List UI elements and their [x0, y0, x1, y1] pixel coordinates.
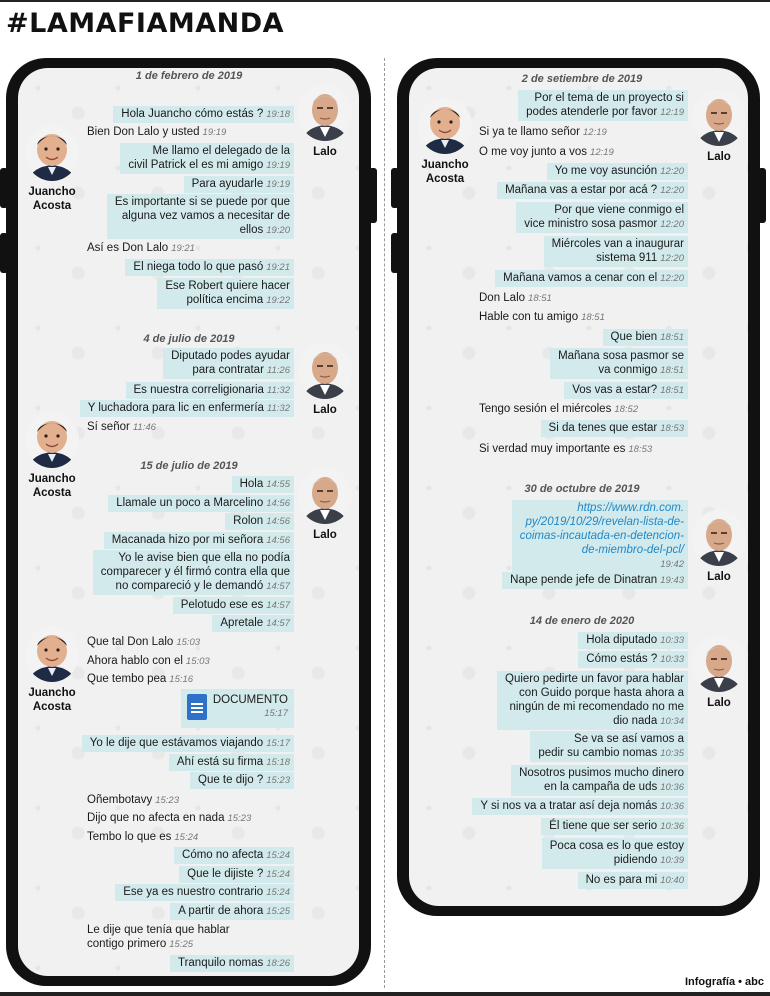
message-text-received[interactable] [476, 401, 641, 418]
message-time: 19:22 [266, 295, 290, 306]
message-time: 18:51 [660, 365, 684, 376]
message-text-received[interactable] [84, 922, 233, 953]
name-lalo [280, 145, 370, 159]
message-time: 12:20 [660, 219, 684, 230]
message-time: 19:43 [660, 575, 684, 586]
message-bubble-sent[interactable] [497, 182, 688, 199]
message-body: Él tiene que ser serio [549, 820, 658, 832]
message-body: Que tal Don Lalo [87, 636, 174, 648]
message-time: 18:51 [581, 312, 605, 323]
message-bubble-sent[interactable] [550, 348, 688, 379]
message-body: Macanada hizo por mi señora [111, 534, 264, 546]
message-body: Que le dijiste ? [187, 868, 264, 880]
name-line: Acosta [32, 701, 72, 713]
message-body: Rolon [233, 515, 264, 527]
message-bubble-sent[interactable] [212, 615, 294, 632]
message-time: 11:32 [266, 403, 290, 414]
message-bubble-sent[interactable] [104, 532, 294, 549]
message-body: Yo le avise bien que ella no podía comparecer y él firmó contra ella que no compareció y le demandó [100, 552, 290, 592]
message-time: 15:24 [266, 850, 290, 861]
message-body: O me voy junto a vos [479, 146, 588, 158]
message-body: Yo le dije que estávamos viajando [89, 737, 264, 749]
message-time: 19:19 [202, 127, 227, 138]
name-text: Lalo [707, 151, 731, 163]
message-time: 12:19 [583, 127, 607, 138]
message-body: Es nuestra correligionaria [133, 384, 264, 396]
message-body: Pelotudo ese es [180, 599, 264, 611]
avatar-juancho-acosta [418, 98, 472, 154]
message-time: 14:56 [266, 516, 290, 527]
message-body: Vos vas a estar? [572, 384, 658, 396]
message-bubble-sent[interactable] [495, 270, 688, 287]
message-body: Mañana sosa pasmor se va conmigo [558, 350, 684, 376]
document-label: DOCUMENTO [212, 694, 288, 706]
avatar-lalo [298, 468, 352, 524]
message-body: Hable con tu amigo [479, 311, 579, 323]
message-time: 15:24 [174, 832, 199, 843]
message-body: Ese Robert quiere hacer política encima [165, 280, 290, 306]
message-time: 10:35 [660, 748, 684, 759]
message-bubble-sent[interactable] [82, 735, 294, 752]
message-body: Nape pende jefe de Dinatran [510, 574, 658, 586]
message-bubble-sent[interactable] [174, 847, 294, 864]
message-time: 15:17 [264, 708, 288, 719]
avatar-lalo [298, 85, 352, 141]
name-lalo [674, 696, 764, 710]
message-time: 10:39 [660, 855, 684, 866]
name-text: Lalo [707, 697, 731, 709]
message-time: 14:57 [266, 581, 290, 592]
message-body: Yo me voy asunción [554, 165, 658, 177]
name-line: Juancho [28, 186, 76, 198]
message-text-received[interactable] [84, 634, 203, 651]
message-body: Se va se así vamos a pedir su cambio nomas [538, 733, 684, 759]
message-time: 12:20 [660, 185, 684, 196]
message-body: Que bien [610, 331, 658, 343]
message-text-received[interactable] [84, 419, 159, 436]
name-text: Lalo [313, 404, 337, 416]
name-line: Juancho [28, 473, 76, 485]
message-time: 15:25 [169, 939, 194, 950]
date-separator: 15 de julio de 2019 [132, 459, 245, 473]
message-bubble-sent[interactable] [169, 754, 294, 771]
message-time: 12:19 [590, 147, 614, 158]
message-text-received[interactable] [84, 829, 201, 846]
message-bubble-sent[interactable] [190, 772, 294, 789]
date-separator: 30 de octubre de 2019 [517, 482, 648, 496]
message-body: Nosotros pusimos mucho dinero en la campaña de uds [519, 767, 684, 793]
name-line: Juancho [421, 159, 469, 171]
avatar-juancho-acosta [25, 626, 79, 682]
message-body: Quiero pedirte un favor para hablar con Guido porque hasta ahora a ningún de mi recomendado no me dio nada [505, 673, 684, 727]
avatar-juancho-acosta [25, 412, 79, 468]
message-time: 11:46 [132, 422, 156, 433]
message-text-received[interactable] [84, 653, 213, 670]
date-separator: 4 de julio de 2019 [135, 332, 242, 346]
message-body: Tengo sesión el miércoles [479, 403, 612, 415]
message-text-received[interactable] [476, 441, 655, 458]
name-lalo [674, 570, 764, 584]
message-body: Es importante si se puede por que alguna vez vamos a necesitar de ellos [114, 196, 290, 236]
message-time: 14:57 [266, 618, 290, 629]
message-time: 10:40 [660, 875, 684, 886]
message-text-received[interactable] [84, 240, 198, 257]
message-bubble-sent[interactable] [564, 382, 688, 399]
message-body: Por el tema de un proyecto si podes atenderle por favor [526, 92, 684, 118]
message-time: 11:32 [266, 385, 290, 396]
message-bubble-sent[interactable] [502, 572, 688, 589]
message-body: Cómo no afecta [182, 849, 264, 861]
bottom-rule [0, 992, 770, 996]
message-bubble-sent[interactable] [603, 329, 688, 346]
message-time: 14:56 [266, 535, 290, 546]
name-line: Acosta [32, 200, 72, 212]
message-time: 14:55 [266, 479, 290, 490]
message-time: 19:19 [266, 160, 290, 171]
message-text-received[interactable] [84, 124, 229, 141]
message-body: Mañana vamos a cenar con el [503, 272, 658, 284]
message-body: Hola [239, 478, 264, 490]
message-bubble-sent[interactable] [516, 202, 688, 233]
message-bubble-sent[interactable] [542, 838, 688, 869]
message-body: Miércoles van a inaugurar sistema 911 [551, 238, 684, 264]
message-bubble-sent[interactable] [170, 955, 294, 972]
message-body: Cómo estás ? [586, 653, 658, 665]
message-body: Si da tenes que estar [548, 422, 658, 434]
message-body: Sí señor [87, 421, 130, 433]
date-separator: 2 de setiembre de 2019 [514, 72, 650, 86]
avatar-lalo [692, 636, 746, 692]
message-body: A partir de ahora [178, 905, 264, 917]
name-juancho-acosta [7, 686, 97, 714]
message-bubble-sent[interactable] [578, 632, 688, 649]
name-lalo [674, 150, 764, 164]
avatar-lalo [298, 343, 352, 399]
message-time: 15:18 [266, 757, 290, 768]
message-text-received[interactable] [84, 671, 196, 688]
message-time: 18:51 [660, 385, 684, 396]
message-body: Hola Juancho cómo estás ? [121, 108, 264, 120]
message-text-received[interactable] [84, 792, 182, 809]
message-body: Así es Don Lalo [87, 242, 169, 254]
message-body: Oñembotavy [87, 794, 153, 806]
message-body: Tranquilo nomas [177, 957, 264, 969]
message-time: 10:36 [660, 821, 684, 832]
message-time: 14:57 [266, 600, 290, 611]
message-bubble-sent[interactable] [179, 866, 294, 883]
message-body: Apretale [220, 617, 264, 629]
message-time: 12:20 [660, 253, 684, 264]
message-time: 15:23 [266, 775, 290, 786]
message-time: 12:20 [660, 273, 684, 284]
name-lalo [280, 528, 370, 542]
message-body: Le dije que tenía que hablar contigo primero [87, 924, 230, 950]
message-body: Que tembo pea [87, 673, 167, 685]
message-bubble-sent[interactable] [108, 495, 294, 512]
message-body: Mañana vas a estar por acá ? [505, 184, 658, 196]
message-bubble-sent[interactable] [578, 651, 688, 668]
name-juancho-acosta [400, 158, 490, 186]
message-time: 15:23 [227, 813, 252, 824]
message-body: Ahora hablo con el [87, 655, 183, 667]
message-bubble-sent[interactable] [107, 194, 294, 239]
message-time: 12:19 [660, 107, 684, 118]
avatar-lalo [692, 90, 746, 146]
message-time: 18:51 [528, 293, 552, 304]
message-body: El niega todo lo que pasó [133, 261, 264, 273]
message-bubble-sent[interactable] [541, 420, 688, 437]
message-body: Por que viene conmigo el vice ministro sosa pasmor [524, 204, 684, 230]
message-time: 15:03 [185, 656, 210, 667]
message-body: https://www.rdn.com. py/2019/10/29/revelan-lista-de- coimas-incautada-en-detencion- de-miembro-del-pcl/ [519, 502, 684, 556]
message-time: 10:33 [660, 654, 684, 665]
document-icon [187, 694, 207, 720]
message-time: 18:52 [614, 404, 639, 415]
name-text: Lalo [313, 529, 337, 541]
message-bubble-sent[interactable] [184, 176, 294, 193]
message-time: 15:23 [155, 795, 179, 806]
message-time: 15:17 [266, 738, 290, 749]
message-text-received[interactable] [84, 810, 254, 827]
message-time: 10:36 [660, 801, 684, 812]
name-juancho-acosta [7, 472, 97, 500]
message-bubble-sent[interactable] [170, 903, 294, 920]
message-body: Hola diputado [586, 634, 658, 646]
message-bubble-sent[interactable] [113, 106, 294, 123]
message-time: 19:20 [266, 225, 290, 236]
message-bubble-sent[interactable] [232, 476, 294, 493]
message-time: 19:21 [266, 262, 290, 273]
message-body: Si ya te llamo señor [479, 126, 580, 138]
message-time: 15:24 [266, 887, 290, 898]
message-bubble-sent[interactable] [125, 259, 294, 276]
message-time: 15:03 [176, 637, 201, 648]
message-body: Para ayudarle [191, 178, 264, 190]
message-time: 18:53 [628, 444, 653, 455]
message-body: Que te dijo ? [198, 774, 264, 786]
message-bubble-sent[interactable] [578, 872, 688, 889]
page-title: #LAMAFIAMANDA [6, 8, 285, 39]
message-time: 18:26 [266, 958, 290, 969]
message-bubble-sent[interactable] [497, 671, 688, 730]
message-text-received[interactable] [476, 124, 610, 141]
message-bubble-sent[interactable] [163, 348, 294, 379]
message-body: Me llamo el delegado de la civil Patrick el es mi amigo [128, 145, 290, 171]
message-bubble-sent[interactable] [544, 236, 688, 267]
message-time: 18:51 [660, 332, 684, 343]
name-line: Acosta [32, 487, 72, 499]
message-body: Don Lalo [479, 292, 526, 304]
message-time: 19:42 [660, 559, 684, 570]
name-juancho-acosta [7, 185, 97, 213]
message-text-received[interactable] [476, 290, 555, 307]
message-body: Diputado podes ayudar para contratar [171, 350, 290, 376]
message-time: 18:53 [660, 423, 684, 434]
credit-label: Infografía • abc [684, 976, 764, 988]
message-time: 19:21 [171, 243, 195, 254]
message-body: Bien Don Lalo y usted [87, 126, 200, 138]
message-time: 19:18 [266, 109, 290, 120]
message-bubble-sent[interactable] [518, 90, 688, 121]
message-bubble-sent[interactable] [512, 500, 688, 573]
message-time: 10:36 [660, 782, 684, 793]
message-bubble-sent[interactable] [530, 731, 688, 762]
message-body: Poca cosa es lo que estoy pidiendo [549, 840, 684, 866]
name-lalo [280, 403, 370, 417]
message-time: 15:25 [266, 906, 290, 917]
message-time: 14:56 [266, 498, 290, 509]
message-bubble-sent[interactable] [181, 689, 294, 728]
message-bubble-sent[interactable] [115, 884, 294, 901]
message-text-received[interactable] [476, 144, 617, 161]
message-body: No es para mi [585, 874, 658, 886]
name-line: Acosta [425, 173, 465, 185]
name-text: Lalo [707, 571, 731, 583]
message-body: Tembo lo que es [87, 831, 172, 843]
message-bubble-sent[interactable] [541, 818, 688, 835]
message-bubble-sent[interactable] [126, 382, 294, 399]
message-time: 11:26 [266, 365, 290, 376]
name-text: Lalo [313, 146, 337, 158]
message-bubble-sent[interactable] [547, 163, 688, 180]
message-bubble-sent[interactable] [157, 278, 294, 309]
message-body: Ahí está su firma [176, 756, 264, 768]
message-time: 12:20 [660, 166, 684, 177]
message-time: 10:33 [660, 635, 684, 646]
message-bubble-sent[interactable] [173, 597, 294, 614]
message-bubble-sent[interactable] [80, 400, 294, 417]
message-body: Y luchadora para lic en enfermería [87, 402, 264, 414]
message-bubble-sent[interactable] [120, 143, 294, 174]
message-body: Llamale un poco a Marcelino [116, 497, 264, 509]
name-line: Juancho [28, 687, 76, 699]
message-body: Ese ya es nuestro contrario [123, 886, 264, 898]
message-bubble-sent[interactable] [93, 550, 294, 595]
message-body: Dijo que no afecta en nada [87, 812, 225, 824]
date-separator: 1 de febrero de 2019 [128, 69, 250, 83]
message-body: Y si nos va a tratar así deja nomás [480, 800, 658, 812]
message-bubble-sent[interactable] [472, 798, 688, 815]
message-time: 15:24 [266, 869, 290, 880]
message-time: 19:19 [266, 179, 290, 190]
avatar-juancho-acosta [25, 125, 79, 181]
date-separator: 14 de enero de 2020 [522, 614, 643, 628]
message-time: 15:16 [169, 674, 194, 685]
message-body: Si verdad muy importante es [479, 443, 626, 455]
message-text-received[interactable] [476, 309, 608, 326]
avatar-lalo [692, 510, 746, 566]
message-bubble-sent[interactable] [511, 765, 688, 796]
message-time: 10:34 [660, 716, 684, 727]
